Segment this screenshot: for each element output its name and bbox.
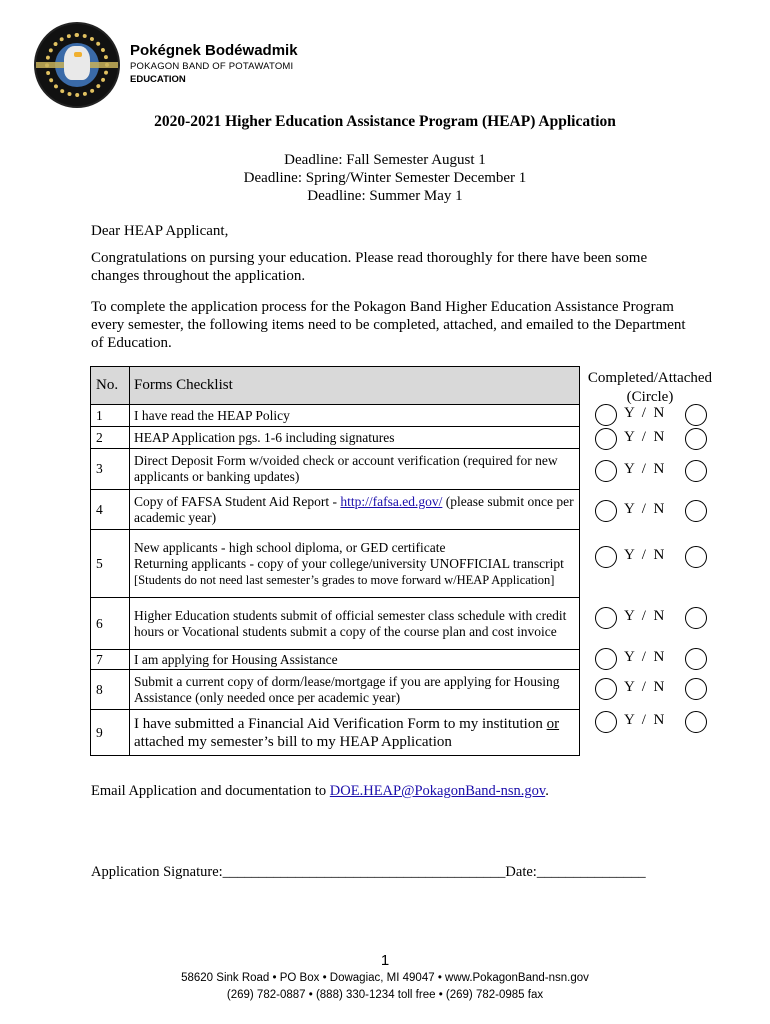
- row-text: HEAP Application pgs. 1-6 including signatures: [130, 427, 580, 449]
- email-link[interactable]: DOE.HEAP@PokagonBand-nsn.gov: [329, 783, 546, 799]
- table-row: [91, 598, 580, 650]
- row-text: I am applying for Housing Assistance: [130, 650, 580, 670]
- yn-selector-6: [595, 607, 715, 629]
- email-text: Email Application and documentation to: [91, 783, 330, 799]
- no-circle[interactable]: [685, 648, 707, 670]
- instructions-paragraph: To complete the application process for the Pokagon Band Higher Education Assistance Program every semester, the following items need to be completed, attached, and emailed to the Department of Education.: [91, 299, 686, 351]
- yn-selector-1: [595, 404, 715, 426]
- yn-label: Y / N: [624, 501, 665, 517]
- yes-circle[interactable]: [595, 428, 617, 450]
- row-text-part: attached my semester’s bill to my HEAP Application: [134, 733, 452, 750]
- row-text-line: New applicants - high school diploma, or GED certificate: [134, 539, 446, 555]
- footer-phone: (269) 782-0887 • (888) 330-1234 toll free • (269) 782-0985 fax: [226, 989, 544, 1001]
- row-text: [130, 710, 580, 756]
- yn-selector-2: [595, 428, 715, 450]
- no-circle[interactable]: [685, 428, 707, 450]
- row-text: [130, 490, 580, 530]
- row-number: 8: [91, 670, 130, 710]
- yes-circle[interactable]: [595, 607, 617, 629]
- deadline-spring: Deadline: Spring/Winter Semester December 1: [243, 170, 527, 186]
- completed-attached-header: [582, 369, 718, 407]
- page-number: 1: [380, 952, 390, 969]
- yn-label: Y / N: [624, 608, 665, 624]
- yes-circle[interactable]: [595, 546, 617, 568]
- col-no-header: No.: [91, 367, 130, 405]
- no-circle[interactable]: [685, 607, 707, 629]
- row-number: 7: [91, 650, 130, 670]
- yes-circle[interactable]: [595, 711, 617, 733]
- row-number: 2: [91, 427, 130, 449]
- email-instruction: [91, 783, 549, 800]
- table-row: [91, 405, 580, 427]
- yes-circle[interactable]: [595, 648, 617, 670]
- no-circle[interactable]: [685, 546, 707, 568]
- org-name: Pokégnek Bodéwadmik: [130, 42, 298, 59]
- fafsa-link[interactable]: http://fafsa.ed.gov/: [340, 493, 443, 509]
- yn-selector-4: [595, 500, 715, 522]
- row-text: Higher Education students submit of official semester class schedule with credit hours or Vocational students submit a copy of the course plan and cost invoice: [130, 598, 580, 650]
- row-text-underlined: or: [546, 715, 560, 732]
- table-row: [91, 449, 580, 490]
- footer-address: 58620 Sink Road • PO Box • Dowagiac, MI 49047 • www.PokagonBand-nsn.gov: [181, 972, 589, 984]
- yn-selector-7: [595, 648, 715, 670]
- email-text-end: .: [545, 783, 549, 799]
- greeting: Dear HEAP Applicant,: [91, 223, 229, 239]
- yn-selector-9: [595, 711, 715, 733]
- signature-date-line: Application Signature:_______________________________________Date:_______________: [91, 864, 646, 880]
- row-number: 5: [91, 530, 130, 598]
- row-text: I have read the HEAP Policy: [130, 405, 580, 427]
- yn-selector-5: [595, 546, 715, 568]
- no-circle[interactable]: [685, 460, 707, 482]
- no-circle[interactable]: [685, 711, 707, 733]
- row-number: 6: [91, 598, 130, 650]
- row-text-line: Returning applicants - copy of your college/university UNOFFICIAL transcript: [134, 555, 564, 571]
- yn-label: Y / N: [624, 405, 665, 421]
- row-number: 1: [91, 405, 130, 427]
- yes-circle[interactable]: [595, 500, 617, 522]
- table-row: [91, 670, 580, 710]
- tribal-seal-icon: [34, 22, 120, 108]
- row-text: Direct Deposit Form w/voided check or account verification (required for new applicants or banking updates): [130, 449, 580, 490]
- no-circle[interactable]: [685, 500, 707, 522]
- row-number: 9: [91, 710, 130, 756]
- row-text-part: (please submit once per academic year): [134, 493, 574, 525]
- intro-paragraph: Congratulations on pursing your education. Please read thoroughly for there have been some changes throughout the application.: [91, 250, 648, 284]
- yes-circle[interactable]: [595, 460, 617, 482]
- forms-checklist-table: [90, 366, 580, 756]
- row-number: 3: [91, 449, 130, 490]
- no-circle[interactable]: [685, 404, 707, 426]
- row-text-part: Copy of FAFSA Student Aid Report -: [134, 493, 341, 509]
- table-header-row: [91, 367, 580, 405]
- yes-circle[interactable]: [595, 404, 617, 426]
- table-row: [91, 710, 580, 756]
- table-row: [91, 650, 580, 670]
- row-text: Submit a current copy of dorm/lease/mortgage if you are applying for Housing Assistance (only needed once per academic year): [130, 670, 580, 710]
- page-title: 2020-2021 Higher Education Assistance Program (HEAP) Application: [154, 113, 616, 130]
- yn-label: Y / N: [624, 679, 665, 695]
- yn-label: Y / N: [624, 712, 665, 728]
- table-row: [91, 427, 580, 449]
- circle-instruction: (Circle): [626, 389, 674, 405]
- row-text-part: I have submitted a Financial Aid Verification Form to my institution: [134, 715, 547, 732]
- deadline-summer: Deadline: Summer May 1: [307, 188, 463, 204]
- table-row: [91, 490, 580, 530]
- yn-selector-3: [595, 460, 715, 482]
- no-circle[interactable]: [685, 678, 707, 700]
- yn-label: Y / N: [624, 461, 665, 477]
- yn-label: Y / N: [624, 547, 665, 563]
- yn-selector-8: [595, 678, 715, 700]
- table-row: [91, 530, 580, 598]
- yn-label: Y / N: [624, 429, 665, 445]
- row-number: 4: [91, 490, 130, 530]
- completed-attached-label: Completed/Attached: [587, 370, 713, 386]
- org-subtitle: POKAGON BAND OF POTAWATOMI: [130, 61, 294, 72]
- col-forms-header: Forms Checklist: [130, 367, 580, 405]
- deadline-fall: Deadline: Fall Semester August 1: [284, 152, 486, 168]
- row-text: [130, 530, 580, 598]
- department-label: EDUCATION: [130, 74, 186, 85]
- yn-label: Y / N: [624, 649, 665, 665]
- row-note: [Students do not need last semester’s grades to move forward w/HEAP Application]: [134, 572, 555, 587]
- yes-circle[interactable]: [595, 678, 617, 700]
